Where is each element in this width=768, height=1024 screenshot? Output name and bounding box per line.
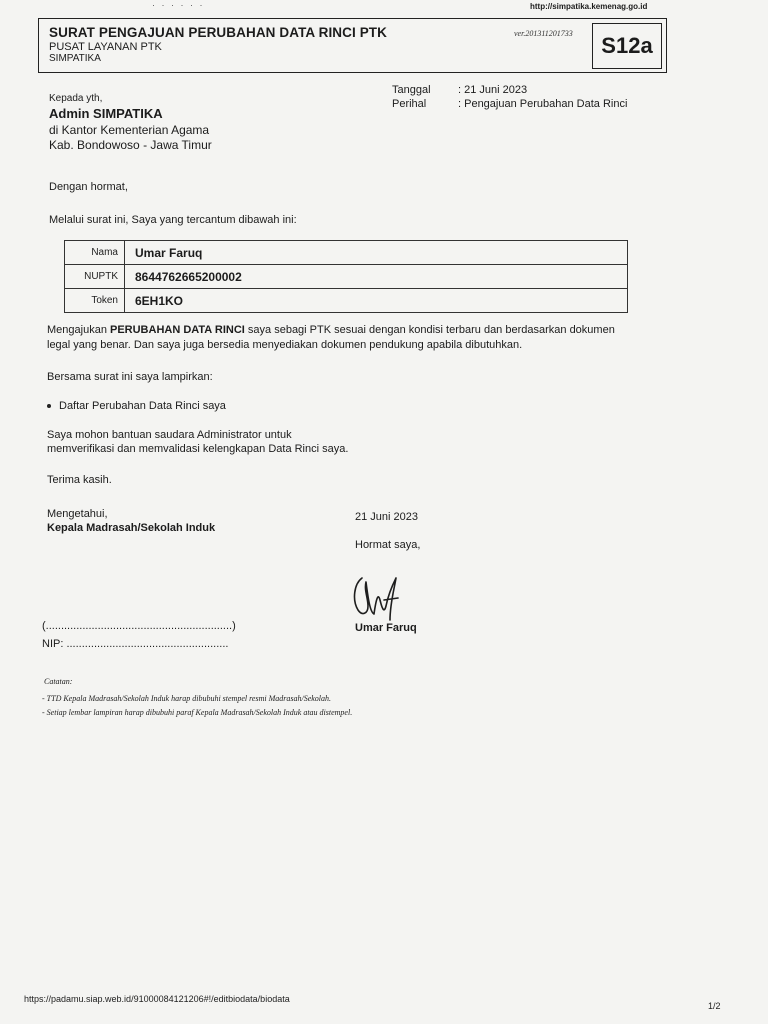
- notes-item-1: - TTD Kepala Madrasah/Sekolah Induk harap dibubuhi stempel resmi Madrasah/Sekolah.: [42, 694, 332, 703]
- plea-line1: Saya mohon bantuan saudara Administrator untuk: [47, 429, 292, 441]
- request-prefix: Mengajukan: [47, 324, 110, 336]
- headmaster-name-blank: (.............................................................): [42, 620, 236, 632]
- identity-table: [64, 240, 628, 313]
- request-paragraph-line1: [47, 324, 615, 336]
- recipient-line1: di Kantor Kementerian Agama: [49, 123, 210, 137]
- identity-value: 8644762665200002: [125, 265, 628, 289]
- identity-row-nuptk: [65, 265, 628, 289]
- date-value: : 21 Juni 2023: [458, 84, 528, 96]
- footer-page-number: 1/2: [708, 1001, 721, 1011]
- document-system: SIMPATIKA: [49, 53, 101, 64]
- identity-label: NUPTK: [65, 265, 125, 289]
- identity-row-token: [65, 289, 628, 313]
- document-version: ver.201311201733: [514, 29, 573, 38]
- request-paragraph-line2: legal yang benar. Dan saya juga bersedia menyediakan dokumen pendukung apabila dibutuhkan.: [47, 339, 523, 351]
- identity-value: 6EH1KO: [125, 289, 628, 313]
- attachment-item: [47, 400, 226, 412]
- signer-name: Umar Faruq: [355, 622, 417, 634]
- attachment-item-label: Daftar Perubahan Data Rinci saya: [59, 400, 226, 412]
- plea-line2: memverifikasi dan memvalidasi kelengkapan Data Rinci saya.: [47, 443, 349, 455]
- closing-text: Hormat saya,: [355, 539, 421, 551]
- notes-title: Catatan:: [44, 677, 73, 686]
- intro-text: Melalui surat ini, Saya yang tercantum dibawah ini:: [49, 214, 297, 226]
- recipient-greeting: Kepada yth,: [49, 93, 103, 104]
- attachment-intro: Bersama surat ini saya lampirkan:: [47, 371, 213, 383]
- headmaster-title: Kepala Madrasah/Sekolah Induk: [47, 522, 216, 534]
- subject-label: Perihal: [392, 98, 427, 110]
- salutation: Dengan hormat,: [49, 181, 128, 193]
- request-suffix: saya sebagi PTK sesuai dengan kondisi terbaru dan berdasarkan dokumen: [244, 324, 615, 336]
- recipient-name: Admin SIMPATIKA: [49, 106, 163, 121]
- subject-value: : Pengajuan Perubahan Data Rinci: [458, 98, 628, 110]
- request-emphasis: PERUBAHAN DATA RINCI: [110, 324, 245, 336]
- identity-row-name: [65, 241, 628, 265]
- document-title: SURAT PENGAJUAN PERUBAHAN DATA RINCI PTK: [49, 25, 388, 40]
- identity-label: Nama: [65, 241, 125, 265]
- bullet-icon: [47, 404, 51, 408]
- signing-date: 21 Juni 2023: [355, 511, 418, 523]
- header-url: http://simpatika.kemenag.go.id: [530, 2, 648, 11]
- recipient-line2: Kab. Bondowoso - Jawa Timur: [49, 138, 212, 152]
- form-code: S12a: [592, 23, 662, 69]
- thanks-text: Terima kasih.: [47, 474, 112, 486]
- header-box: [38, 18, 667, 73]
- headmaster-nip: NIP: .....................................................: [42, 638, 229, 650]
- header-dots: · · · · · ·: [152, 0, 205, 10]
- identity-value: Umar Faruq: [125, 241, 628, 265]
- notes-item-2: - Setiap lembar lampiran harap dibubuhi paraf Kepala Madrasah/Sekolah Induk atau distempel.: [42, 708, 353, 717]
- document-subtitle: PUSAT LAYANAN PTK: [49, 41, 162, 53]
- signature-scribble: [350, 570, 410, 630]
- identity-label: Token: [65, 289, 125, 313]
- date-label: Tanggal: [392, 84, 431, 96]
- footer-url: https://padamu.siap.web.id/9100008412120​6#!/editbiodata/biodata: [24, 994, 290, 1004]
- acknowledge-label: Mengetahui,: [47, 508, 108, 520]
